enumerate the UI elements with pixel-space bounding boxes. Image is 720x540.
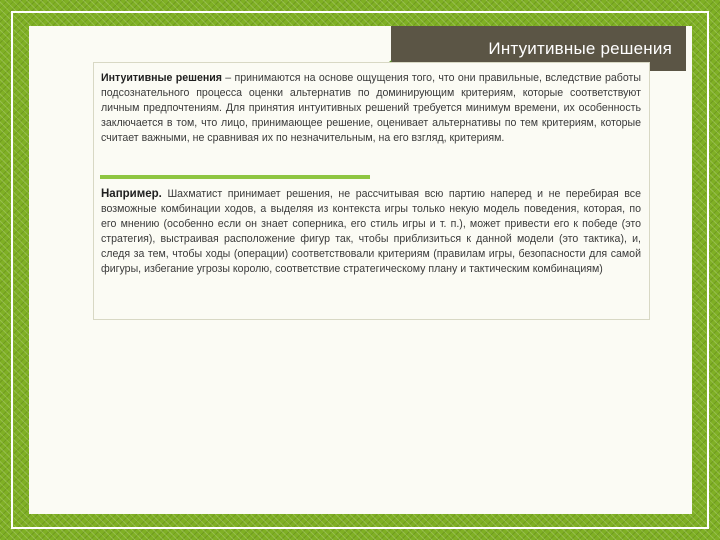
example-paragraph: [101, 187, 641, 277]
definition-paragraph: [101, 71, 641, 146]
content-panel: [29, 26, 692, 514]
example-term: Например.: [101, 188, 162, 200]
slide-title: Интуитивные решения: [391, 26, 686, 71]
definition-text: – принимаются на основе ощущения того, что они правильные, вследствие работы подсознательного процесса оценки альтернатив по доминирующим критериям, которые соответствуют личным предпочтениям. Для принятия интуитивных решений требуется минимум времени, их особенность заключается в том, что лицо, принимающее решение, оценивает альтернативы по тем критериям, которые считает важными, не сравнивая их по незначительным, на его взгляд, критериям.: [101, 72, 641, 144]
example-text: Шахматист принимает решения, не рассчитывая всю партию наперед и не перебирая все возможные комбинации ходов, а выделяя из контекста игры только некую модель поведения, которая, по его мнению (особенно если он знает соперника, его стиль игры и т. п.), может привести его к победе (это стратегия), выстраивая расположение фигур так, чтобы приблизиться к данной модели (это тактика), и, следя за тем, чтобы ходы (операции) соответствовали критериям (правилам игры, безопасности для самой фигуры, избегание угрозы королю, соответствие стратегическому плану и тактическим комбинациям): [101, 188, 641, 275]
definition-term: Интуитивные решения: [101, 72, 222, 84]
text-content-box: [93, 62, 650, 320]
section-divider: [100, 175, 370, 179]
